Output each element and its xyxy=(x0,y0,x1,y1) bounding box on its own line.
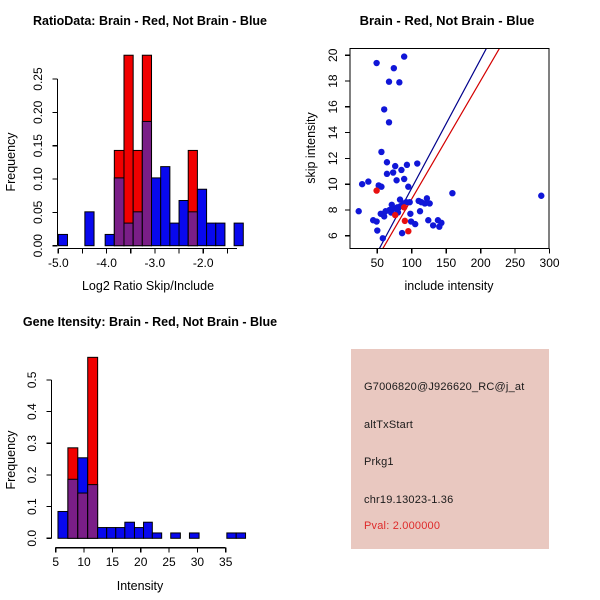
y-tick-label: 0.15 xyxy=(31,134,45,158)
y-tick-label: 0.1 xyxy=(25,498,39,515)
x-tick-label: 50 xyxy=(370,256,384,270)
y-tick-label: 16 xyxy=(326,100,340,114)
y-tick-label: 18 xyxy=(326,74,340,88)
scatter-point-blue xyxy=(538,193,544,199)
hist-bar xyxy=(179,200,188,245)
hist-bar-overlap xyxy=(88,485,98,539)
scatter-point-red xyxy=(402,218,408,224)
scatter-point-blue xyxy=(390,169,396,175)
hist-bar xyxy=(236,533,245,538)
y-tick-label: 0.0 xyxy=(25,529,39,547)
hist-bar xyxy=(152,533,161,538)
scatter-point-red xyxy=(392,212,398,218)
hist-bar xyxy=(227,533,236,538)
hist-bar xyxy=(144,522,153,538)
hist-bar xyxy=(98,528,107,539)
scatter-point-blue xyxy=(399,230,405,236)
y-tick-label: 0.05 xyxy=(31,200,45,225)
hist-bar-overlap xyxy=(78,493,88,538)
hist-bar xyxy=(170,223,179,246)
hist-bar xyxy=(134,528,143,539)
intensity-scatter-panel xyxy=(300,0,600,300)
y-tick-label: 12 xyxy=(326,151,340,166)
y-tick-label: 0.10 xyxy=(31,167,45,191)
y-tick-label: 0.3 xyxy=(25,434,39,452)
x-tick-label: 100 xyxy=(401,256,422,270)
scatter-point-blue xyxy=(384,171,390,177)
scatter-point-blue xyxy=(398,167,404,173)
scatter-point-blue xyxy=(380,235,386,241)
hist-bar xyxy=(125,522,135,538)
info-box xyxy=(351,349,549,549)
panel-title: Brain - Red, Not Brain - Blue xyxy=(359,13,535,28)
scatter-point-blue xyxy=(412,221,418,227)
y-tick-label: 0.2 xyxy=(25,466,39,484)
hist-bar xyxy=(171,533,181,538)
scatter-point-blue xyxy=(407,211,413,217)
scatter-point-blue xyxy=(425,217,431,223)
hist-bar-overlap xyxy=(114,178,124,246)
hist-bar xyxy=(107,528,116,539)
panel-title: RatioData: Brain - Red, Not Brain - Blue xyxy=(32,14,268,28)
x-tick-label: 300 xyxy=(539,256,560,270)
x-tick-label: 150 xyxy=(436,256,457,270)
panel-title: Gene Itensity: Brain - Red, Not Brain - Blue xyxy=(22,315,278,329)
scatter-point-blue xyxy=(373,60,379,66)
scatter-point-blue xyxy=(378,149,384,155)
hist-bar xyxy=(85,212,94,246)
scatter-point-blue xyxy=(436,223,442,229)
x-tick-label: 35 xyxy=(219,555,233,569)
scatter-point-red xyxy=(401,204,407,210)
y-tick-label: 0.4 xyxy=(25,403,39,420)
scatter-point-blue xyxy=(396,79,402,85)
x-tick-label: -3.0 xyxy=(144,256,166,270)
x-tick-label: 10 xyxy=(77,555,91,569)
scatter-point-blue xyxy=(422,200,428,206)
hist-bar-overlap xyxy=(68,479,78,538)
scatter-point-blue xyxy=(355,208,361,214)
hist-bar xyxy=(189,533,199,538)
scatter-point-blue xyxy=(401,53,407,59)
scatter-point-red xyxy=(405,228,411,234)
y-tick-label: 0.25 xyxy=(31,67,45,91)
y-tick-label: 0.20 xyxy=(31,100,45,125)
hist-bar xyxy=(216,223,225,246)
x-tick-label: 250 xyxy=(505,256,526,270)
fit-line-red xyxy=(383,48,500,249)
scatter-point-blue xyxy=(386,79,392,85)
hist-bar-overlap xyxy=(142,121,151,245)
hist-bar xyxy=(207,223,216,246)
plot-box xyxy=(350,49,549,249)
scatter-point-blue xyxy=(386,119,392,125)
info-panel xyxy=(300,300,600,600)
scatter-point-blue xyxy=(404,162,410,168)
x-tick-label: -5.0 xyxy=(47,256,69,270)
scatter-point-blue xyxy=(374,227,380,233)
gene-name-text: Prkg1 xyxy=(364,456,394,468)
scatter-point-blue xyxy=(365,178,371,184)
locus-text: chr19.13023-1.36 xyxy=(364,494,454,506)
x-tick-label: -4.0 xyxy=(96,256,117,270)
hist-bar-overlap xyxy=(124,223,133,246)
scatter-point-blue xyxy=(391,65,397,71)
y-tick-label: 6 xyxy=(326,232,340,240)
x-tick-label: 200 xyxy=(470,256,491,270)
x-tick-label: 15 xyxy=(105,555,120,569)
probe-id-text: G7006820@J926620_RC@j_at xyxy=(364,381,525,393)
ratio-histogram-panel xyxy=(0,0,300,300)
scatter-point-blue xyxy=(405,184,411,190)
scatter-point-blue xyxy=(381,106,387,112)
scatter-point-blue xyxy=(449,190,455,196)
hist-bar-overlap xyxy=(133,212,142,246)
scatter-point-blue xyxy=(401,176,407,182)
scatter-point-blue xyxy=(430,222,436,228)
scatter-point-red xyxy=(373,187,379,193)
x-tick-label: 5 xyxy=(52,555,60,569)
x-axis-label: include intensity xyxy=(404,279,494,293)
scatter-point-blue xyxy=(392,163,398,169)
scatter-point-blue xyxy=(381,213,387,219)
y-axis-label: Frequency xyxy=(4,132,18,192)
hist-bar xyxy=(161,167,170,246)
x-tick-label: 25 xyxy=(162,555,176,569)
scatter-point-blue xyxy=(414,160,420,166)
x-axis-label: Intensity xyxy=(116,579,164,593)
hist-bar xyxy=(124,55,133,245)
hist-bar xyxy=(105,234,114,245)
scatter-point-blue xyxy=(384,159,390,165)
y-axis-label: skip intensity xyxy=(304,112,318,184)
x-tick-label: -2.0 xyxy=(192,256,214,270)
y-axis-label: Frequency xyxy=(4,430,18,490)
x-axis-label: Log2 Ratio Skip/Include xyxy=(81,279,215,293)
y-tick-label: 10 xyxy=(326,177,340,191)
scatter-point-blue xyxy=(373,218,379,224)
scatter-point-blue xyxy=(417,208,423,214)
x-tick-label: 20 xyxy=(134,555,148,569)
hist-bar xyxy=(152,178,161,246)
scatter-point-blue xyxy=(393,177,399,183)
gene-intensity-histogram-panel xyxy=(0,300,300,600)
y-tick-label: 14 xyxy=(326,125,340,140)
hist-bar xyxy=(58,234,67,245)
hist-bar xyxy=(197,189,206,245)
y-tick-label: 0.00 xyxy=(31,234,45,258)
y-tick-label: 0.5 xyxy=(25,371,39,389)
y-tick-label: 20 xyxy=(326,48,340,62)
fit-line-blue xyxy=(379,48,486,249)
hist-bar xyxy=(234,223,243,246)
hist-bar-overlap xyxy=(188,212,197,246)
x-tick-label: 30 xyxy=(190,555,205,569)
scatter-point-blue xyxy=(359,181,365,187)
y-tick-label: 8 xyxy=(326,206,340,214)
pval-text: Pval: 2.000000 xyxy=(364,520,441,532)
event-type-text: altTxStart xyxy=(364,419,414,431)
hist-bar xyxy=(58,511,68,538)
hist-bar xyxy=(116,528,125,539)
